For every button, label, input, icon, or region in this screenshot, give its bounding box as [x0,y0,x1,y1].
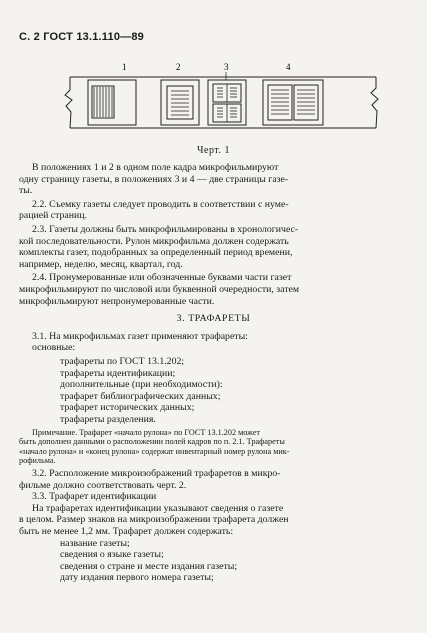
para-1-line-2: одну страницу газеты, в положениях 3 и 4 — две страницы газе- [19,173,289,185]
list-item: сведения о языке газеты; [60,549,164,561]
para-2-4-line-2: микрофильмируют по числовой или буквенной очередности, затем [19,284,300,295]
figure-label-3: 3 [224,62,229,72]
list-item: название газеты; [60,537,130,549]
para-3-2-line-2: фильме должно соответствовать черт. 2. [19,479,187,491]
note-line-3: «начало рулона» и «конец рулона» содержат инвентарный номер рулона мик- [19,446,290,456]
para-2-3-line-1: 2.3. Газеты должны быть микрофильмированы в хронологичес- [32,224,299,235]
para-1-line-3: ты. [19,185,33,197]
list-item: трафарет исторических данных; [60,402,195,414]
list-item: трафареты идентификации; [60,367,176,379]
para-2-4-line-3: микрофильмируют непронумерованные части. [19,295,215,307]
para-2-4-line-1: 2.4. Пронумерованные или обозначенные буквами части газет [32,272,292,284]
figure-label-1: 1 [122,62,127,72]
note-line-2: быть дополнен данными о расположении полей кадров по п. 2.1. Трафареты [19,437,285,447]
list-item: трафареты разделения. [60,414,156,425]
section-heading-3: 3. ТРАФАРЕТЫ [176,313,251,325]
para-3-3-line-4: быть не менее 1,2 мм. Трафарет должен содержать: [19,526,234,537]
para-3-2-line-1: 3.2. Расположение микроизображений трафаретов в микро- [32,468,281,479]
figure-label-4: 4 [286,62,291,72]
para-3-3-line-2: На трафаретах идентификации указывают сведения о газете [32,502,284,514]
para-2-3-line-3: комплекты газет, подобранных за определенный период времени, [19,247,293,259]
list-item: трафареты по ГОСТ 13.1.202; [60,356,185,367]
page-header: С. 2 ГОСТ 13.1.110—89 [19,31,144,43]
figure-microfilm-positions [58,60,388,145]
note-line-4: рофильма. [19,456,56,466]
para-1-line-1: В положениях 1 и 2 в одном поле кадра микрофильмируют [32,162,279,173]
para-2-2-line-2: рацией страниц. [19,210,87,222]
figure-caption: Черт. 1 [197,145,230,156]
para-2-3-line-2: кой последовательности. Рулон микрофильма должен содержать [19,235,289,247]
para-2-2-line-1: 2.2. Съемку газеты следует проводить в соответствии с нуме- [32,198,289,210]
para-2-3-line-4: например, неделю, месяц, квартал, год. [19,258,183,270]
list-item: сведения о стране и месте издания газеты; [60,560,238,572]
list-item: дополнительные (при необходимости): [60,379,223,391]
para-3-3-heading: 3.3. Трафарет идентификации [32,491,157,503]
figure-label-2: 2 [176,62,181,72]
para-3-3-line-3: в целом. Размер знаков на микроизображении трафарета должен [19,514,289,526]
para-3-1-line-2: основные: [32,342,76,354]
list-item: дату издания первого номера газеты; [60,572,214,584]
list-item: трафарет библиографических данных; [60,390,221,402]
note-line-1: Примечание. Трафарет «начало рулона» по ГОСТ 13.1.202 может [32,427,260,437]
para-3-1-line-1: 3.1. На микрофильмах газет применяют трафареты: [32,330,248,342]
